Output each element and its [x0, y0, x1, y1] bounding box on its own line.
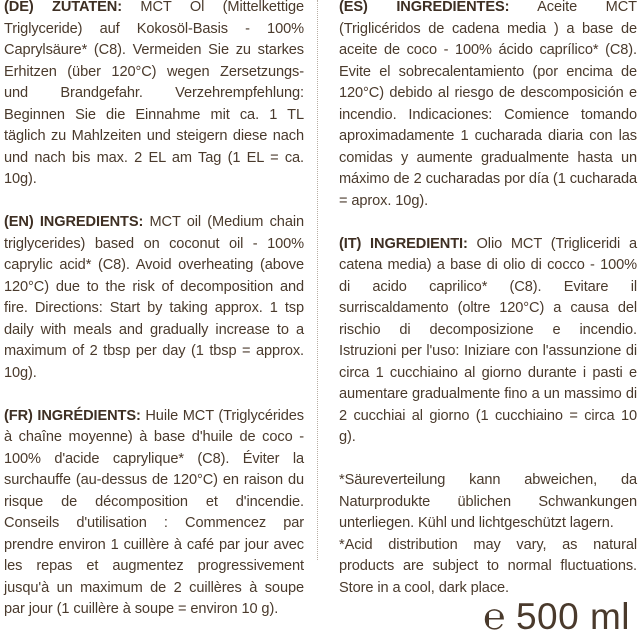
heading-de: (DE) ZUTATEN: [4, 0, 122, 15]
text-de: MCT Öl (Mittelkettige Triglyceride) auf Kokosöl-Basis - 100% Caprylsäure* (C8). Vermeiden Sie zu starkes Erhitzen (über 120°C) wegen Zersetzungs- und Brandgefahr. Verzehrempfehlung: Beginnen Sie die Einnahme mit ca. 1 TL täglich zu Mahlzeiten und steigern diese nach und nach bis max. 2 EL am Tag (1 EL = ca. 10g). [4, 0, 304, 187]
ingredients-de [4, 0, 304, 191]
note-en: *Acid distribution may vary, as natural products are subject to normal fluctuations. Store in a cool, dark place. [339, 536, 637, 596]
volume-amount: 500 ml [515, 596, 630, 637]
ingredients-es [339, 0, 637, 212]
right-column [339, 0, 637, 599]
note-de: *Säureverteilung kann abweichen, da Naturprodukte üblichen Schwankungen unterliegen. Kühl und lichtgeschützt lagern. [339, 472, 637, 531]
estimated-sign-icon: ℮ [483, 596, 506, 637]
text-fr: Huile MCT (Triglycérides à chaîne moyenne) à base d'huile de coco - 100% d'acide caprylique* (C8). Éviter la surchauffe (au-dessus de 120°C) en raison du risque de décomposition et d'incendie. Conseils d'utilisation : Commencez par prendre environ 1 cuillère à café par jour avec les repas et augmentez progressivement jusqu'à un maximum de 2 cuillères à soupe par jour (1 cuillère à soupe = environ 10 g). [4, 407, 304, 617]
ingredients-it [339, 234, 637, 449]
heading-fr: (FR) INGRÉDIENTS: [4, 407, 141, 424]
heading-es: (ES) INGREDIENTES: [339, 0, 510, 15]
text-es: Aceite MCT (Triglicéridos de cadena media ) a base de aceite de coco - 100% ácido caprílico* (C8). Evite el sobrecalentamiento (por encima de 120°C) debido al riesgo de descomposición e incendio. Indicaciones: Comience tomando aproximadamente 1 cucharada diaria con las comidas y aumente gradualmente hasta un máximo de 2 cucharadas por día (1 cucharada = aprox. 10g). [339, 0, 637, 209]
ingredients-en [4, 212, 304, 384]
heading-it: (IT) INGREDIENTI: [339, 235, 468, 252]
left-column [4, 0, 304, 642]
heading-en: (EN) INGREDIENTS: [4, 214, 144, 230]
ingredients-fr [4, 406, 304, 621]
text-it: Olio MCT (Trigliceridi a catena media) a base di olio di cocco - 100% di acido caprilico* (C8). Evitare il surriscaldamento (oltre 120°C) a causa del rischio di decomposizione e incendio. Istruzioni per l'uso: Iniziare con l'assunzione di circa 1 cucchiaino al giorno durante i pasti e aumentare gradualmente fino a un massimo di 2 cucchiai al giorno (1 cucchiaino = circa 10 g). [339, 235, 637, 445]
net-volume [483, 597, 630, 637]
column-divider [317, 0, 318, 560]
text-en: MCT oil (Medium chain triglycerides) based on coconut oil - 100% caprylic acid* (C8). Avoid overheating (above 120°C) due to the risk of decomposition and fire. Directions: Start by taking approx. 1 tsp daily with meals and gradually increase to a maximum of 2 tbsp per day (1 tbsp = approx. 10g). [4, 214, 304, 381]
